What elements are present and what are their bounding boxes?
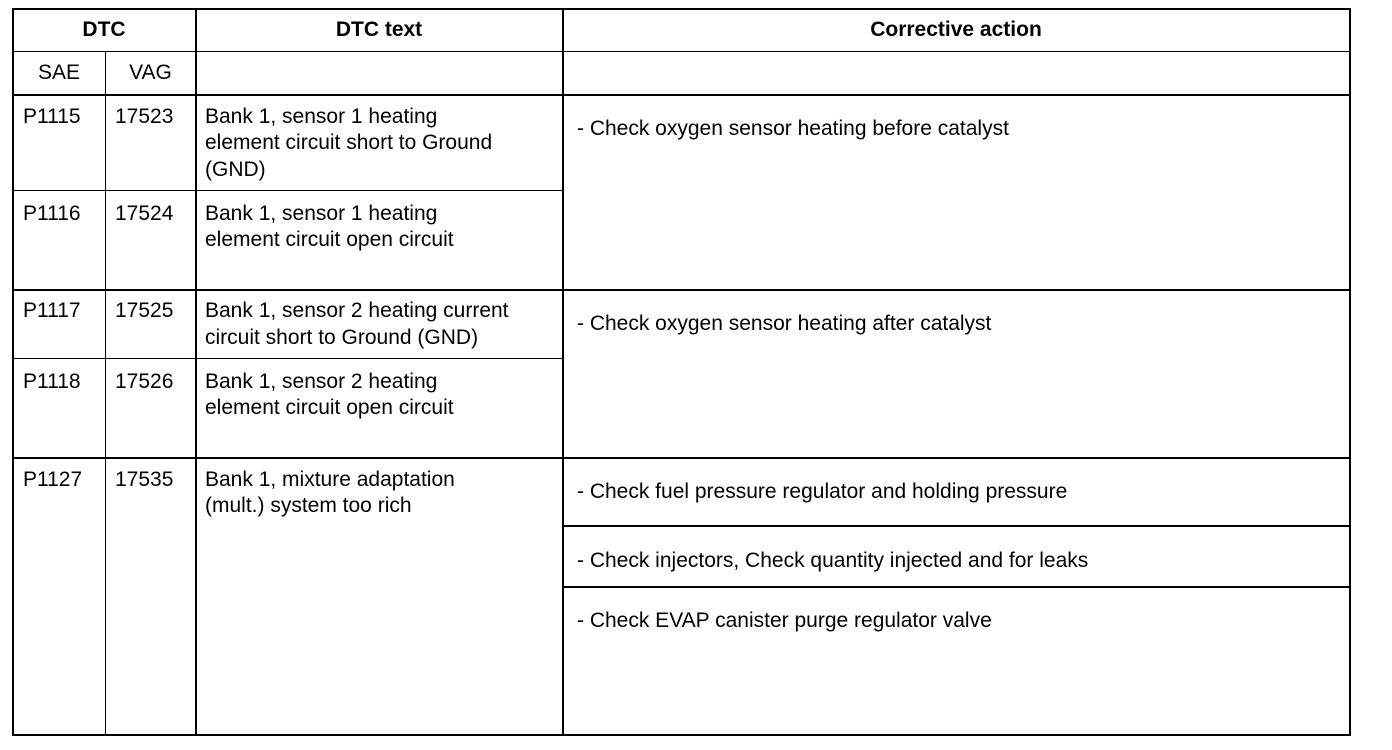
row-divider [12,190,564,191]
table-border-right [1349,8,1351,736]
table-border-left [12,8,14,736]
sae-code: P1127 [23,468,83,491]
dtc-text-line: (mult.) system too rich [205,494,412,517]
sae-code: P1118 [23,370,81,393]
corrective-action-text: - Check oxygen sensor heating before catalyst [577,117,1009,140]
header-bottom-border [12,94,1351,96]
column-divider-vag-text [195,8,197,736]
dtc-text-line: element circuit short to Ground [205,131,493,154]
vag-code: 17535 [115,468,174,491]
dtc-text-line: circuit short to Ground (GND) [205,326,479,349]
column-divider-text-action [562,8,564,736]
header-vag: VAG [129,61,172,84]
dtc-text-line: element circuit open circuit [205,396,454,419]
row-divider [12,358,564,359]
dtc-text-line: (GND) [205,158,266,181]
header-divider-left [12,51,105,52]
dtc-text-line: Bank 1, sensor 2 heating [205,370,438,393]
corrective-action-text: - Check EVAP canister purge regulator valve [577,609,992,632]
vag-code: 17525 [115,299,174,322]
vag-code: 17524 [115,202,174,225]
dtc-text-line: Bank 1, mixture adaptation [205,468,455,491]
corrective-action-text: - Check oxygen sensor heating after catalyst [577,312,992,335]
dtc-text-line: Bank 1, sensor 1 heating [205,105,438,128]
header-dtc-text: DTC text [335,18,423,41]
table-border-bottom [12,734,1351,736]
action-divider [564,586,1351,588]
header-dtc: DTC [82,18,126,41]
header-corrective-action: Corrective action [870,18,1042,41]
vag-code: 17526 [115,370,174,393]
table-border-top [12,8,1351,10]
corrective-action-text: - Check fuel pressure regulator and holding pressure [577,480,1068,503]
group-divider [12,289,1351,291]
dtc-text-line: element circuit open circuit [205,228,454,251]
sae-code: P1115 [23,105,81,128]
corrective-action-text: - Check injectors, Check quantity injected and for leaks [577,549,1089,572]
sae-code: P1117 [23,299,81,322]
dtc-text-line: Bank 1, sensor 1 heating [205,202,438,225]
column-divider-sae-vag [105,51,106,736]
action-divider [564,525,1351,527]
sae-code: P1116 [23,202,81,225]
header-divider [105,51,1351,52]
group-divider [12,457,1351,459]
header-sae: SAE [37,61,81,84]
vag-code: 17523 [115,105,174,128]
dtc-text-line: Bank 1, sensor 2 heating current [205,299,509,322]
